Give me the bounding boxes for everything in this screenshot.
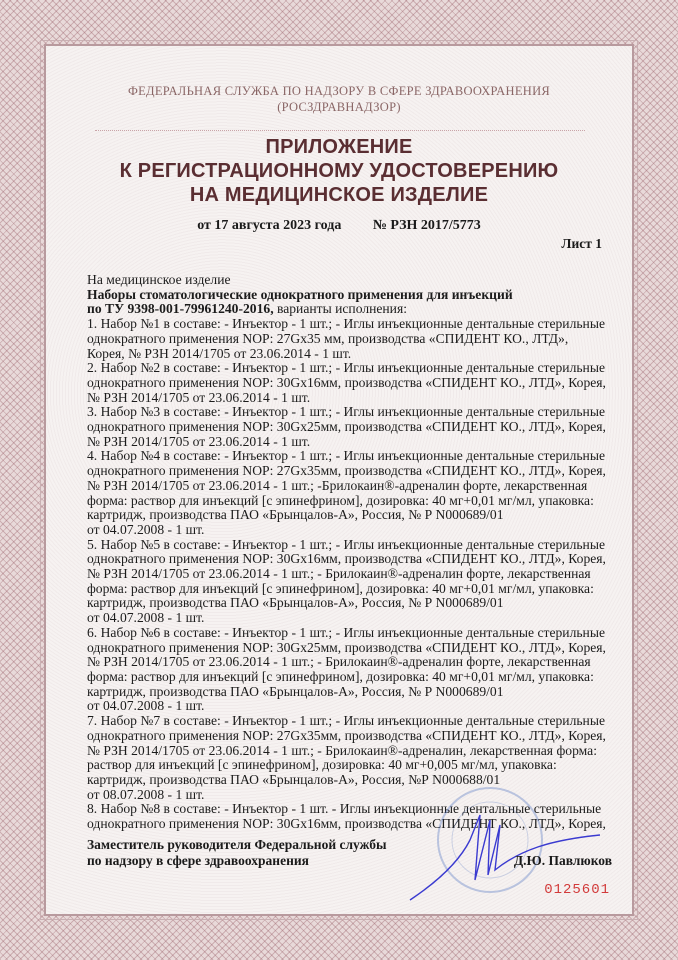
- issue-date: от 17 августа 2023 года: [197, 218, 342, 233]
- agency-name: ФЕДЕРАЛЬНАЯ СЛУЖБА ПО НАДЗОРУ В СФЕРЕ ЗДРАВООХРАНЕНИЯ: [127, 84, 551, 98]
- registration-number: № РЗН 2017/5773: [372, 218, 481, 233]
- body-line: [87, 670, 617, 685]
- body-line-text: 4. Набор №4 в составе: - Инъектор - 1 шт.; - Иглы инъекционные дентальные стерильные: [87, 448, 605, 464]
- body-line: [87, 347, 617, 362]
- body-line: [87, 641, 617, 656]
- body-line-text: 3. Набор №3 в составе: - Инъектор - 1 шт.; - Иглы инъекционные дентальные стерильные: [87, 404, 605, 420]
- body-line: [87, 538, 617, 553]
- body-line-rest: варианты исполнения:: [273, 301, 407, 317]
- body-line: [87, 699, 617, 714]
- stamp-icon: [438, 788, 542, 892]
- body-line-text: однократного применения NOP: 30Gx16мм, производства «СПИДЕНТ КО., ЛТД», Корея,: [87, 374, 606, 390]
- body-line: [87, 758, 617, 773]
- body-line-text: № РЗН 2014/1705 от 23.06.2014 - 1 шт.; - Брилокаин®-адреналин, лекарственная форма:: [87, 742, 597, 758]
- body-line: [87, 273, 617, 288]
- body-line-text: № РЗН 2014/1705 от 23.06.2014 - 1 шт.; - Брилокаин®-адреналин форте, лекарственная: [87, 566, 591, 582]
- body-line-text: форма: раствор для инъекций [с эпинефрином], дозировка: 40 мг+0,01 мг/мл, упаковка:: [87, 580, 594, 596]
- signer-name: Д.Ю. Павлюков: [513, 853, 612, 868]
- title-line-2: К РЕГИСТРАЦИОННОМУ УДОСТОВЕРЕНИЮ: [119, 160, 559, 182]
- body-line: [87, 302, 617, 317]
- body-line-text: 8. Набор №8 в составе: - Инъектор - 1 шт. - Иглы инъекционные дентальные стерильные: [87, 801, 602, 817]
- serial-number: 0125601: [544, 882, 610, 898]
- body-line: [87, 626, 617, 641]
- body-line-text: однократного применения NOP: 30Gx25мм, производства «СПИДЕНТ КО., ЛТД», Корея,: [87, 639, 606, 655]
- date-number-line: [0, 218, 678, 234]
- body-line-text: На медицинское изделие: [87, 272, 231, 287]
- body-line: [87, 420, 617, 435]
- body-line-text: № РЗН 2014/1705 от 23.06.2014 - 1 шт.; - Брилокаин®-адреналин форте, лекарственная: [87, 654, 591, 670]
- sheet-number: Лист 1: [561, 236, 602, 251]
- body-line-text: однократного применения NOP: 27Gx35мм, производства «СПИДЕНТ КО., ЛТД», Корея,: [87, 463, 606, 479]
- body-line: [87, 685, 617, 700]
- title-line-1: ПРИЛОЖЕНИЕ: [265, 136, 413, 158]
- body-line: [87, 523, 617, 538]
- body-line-text: однократного применения NOP: 27Gx35мм, производства «СПИДЕНТ КО., ЛТД», Корея,: [87, 727, 606, 743]
- body-line-text: форма: раствор для инъекций [с эпинефрином], дозировка: 40 мг+0,01 мг/мл, упаковка:: [87, 668, 594, 684]
- body-line-text: раствор для инъекций [с эпинефрином], дозировка: 40 мг+0,005 мг/мл, упаковка:: [87, 757, 557, 773]
- body-line: [87, 552, 617, 567]
- body-line-text: 7. Набор №7 в составе: - Инъектор - 1 шт.; - Иглы инъекционные дентальные стерильные: [87, 713, 605, 729]
- divider: [95, 130, 585, 131]
- signer-position-line-2: по надзору в сфере здравоохранения: [87, 853, 309, 868]
- body-line: [87, 611, 617, 626]
- body-line: [87, 567, 617, 582]
- body-line-text: картридж, производства ПАО «Брынцалов-А», Россия, №Р N000688/01: [87, 771, 501, 787]
- body-line-text: № РЗН 2014/1705 от 23.06.2014 - 1 шт.: [87, 433, 311, 449]
- body-line: [87, 405, 617, 420]
- body-line-text: 5. Набор №5 в составе: - Инъектор - 1 шт.; - Иглы инъекционные дентальные стерильные: [87, 536, 605, 552]
- body-line: [87, 361, 617, 376]
- body-line: [87, 655, 617, 670]
- body-line-text: Наборы стоматологические однократного применения для инъекций: [87, 286, 513, 302]
- body-line: [87, 744, 617, 759]
- body-line-text: № РЗН 2014/1705 от 23.06.2014 - 1 шт.; -Брилокаин®-адреналин форте, лекарственная: [87, 477, 588, 493]
- body-line-text: 6. Набор №6 в составе: - Инъектор - 1 шт.; - Иглы инъекционные дентальные стерильные: [87, 624, 605, 640]
- body-line-text: от 04.07.2008 - 1 шт.: [87, 610, 205, 626]
- body-line-text: 1. Набор №1 в составе: - Инъектор - 1 шт.; - Иглы инъекционные дентальные стерильные: [87, 316, 605, 332]
- body-line-text: однократного применения NOP: 27Gx35 мм, производства «СПИДЕНТ КО., ЛТД»,: [87, 330, 569, 346]
- body-line-text: Корея, № РЗН 2014/1705 от 23.06.2014 - 1 шт.: [87, 345, 352, 361]
- body-line-text: картридж, производства ПАО «Брынцалов-А», Россия, № Р N000689/01: [87, 507, 504, 523]
- body-line: [87, 508, 617, 523]
- body-line-text: однократного применения NOP: 30Gx16мм, производства «СПИДЕНТ КО., ЛТД», Корея,: [87, 816, 606, 832]
- document-body: [87, 273, 617, 832]
- body-line: [87, 391, 617, 406]
- body-line-text: однократного применения NOP: 30Gx16мм, производства «СПИДЕНТ КО., ЛТД», Корея,: [87, 551, 606, 567]
- body-line-text: картридж, производства ПАО «Брынцалов-А», Россия, № Р N000689/01: [87, 595, 504, 611]
- body-line: [87, 288, 617, 303]
- body-line: [87, 449, 617, 464]
- body-line: [87, 714, 617, 729]
- body-line-text: от 08.07.2008 - 1 шт.: [87, 786, 205, 802]
- body-line: [87, 332, 617, 347]
- body-line-text: № РЗН 2014/1705 от 23.06.2014 - 1 шт.: [87, 389, 311, 405]
- agency-short-name: (РОСЗДРАВНАДЗОР): [277, 100, 401, 114]
- body-line-text: от 04.07.2008 - 1 шт.: [87, 521, 205, 537]
- body-line: [87, 376, 617, 391]
- body-line: [87, 729, 617, 744]
- body-line-text: картридж, производства ПАО «Брынцалов-А», Россия, № Р N000689/01: [87, 683, 504, 699]
- body-line: [87, 494, 617, 509]
- body-line: [87, 317, 617, 332]
- title-line-3: НА МЕДИЦИНСКОЕ ИЗДЕЛИЕ: [189, 184, 489, 206]
- body-line-text: от 04.07.2008 - 1 шт.: [87, 698, 205, 714]
- body-line-text: по ТУ 9398-001-79961240-2016,: [87, 301, 274, 317]
- body-line-text: однократного применения NOP: 30Gx25мм, производства «СПИДЕНТ КО., ЛТД», Корея,: [87, 419, 606, 435]
- body-line-text: форма: раствор для инъекций [с эпинефрином], дозировка: 40 мг+0,01 мг/мл, упаковка:: [87, 492, 594, 508]
- body-line: [87, 582, 617, 597]
- body-line: [87, 464, 617, 479]
- body-line-text: 2. Набор №2 в составе: - Инъектор - 1 шт.; - Иглы инъекционные дентальные стерильные: [87, 360, 605, 376]
- signer-position-line-1: Заместитель руководителя Федеральной службы: [87, 837, 387, 852]
- body-line: [87, 596, 617, 611]
- body-line: [87, 479, 617, 494]
- body-line: [87, 435, 617, 450]
